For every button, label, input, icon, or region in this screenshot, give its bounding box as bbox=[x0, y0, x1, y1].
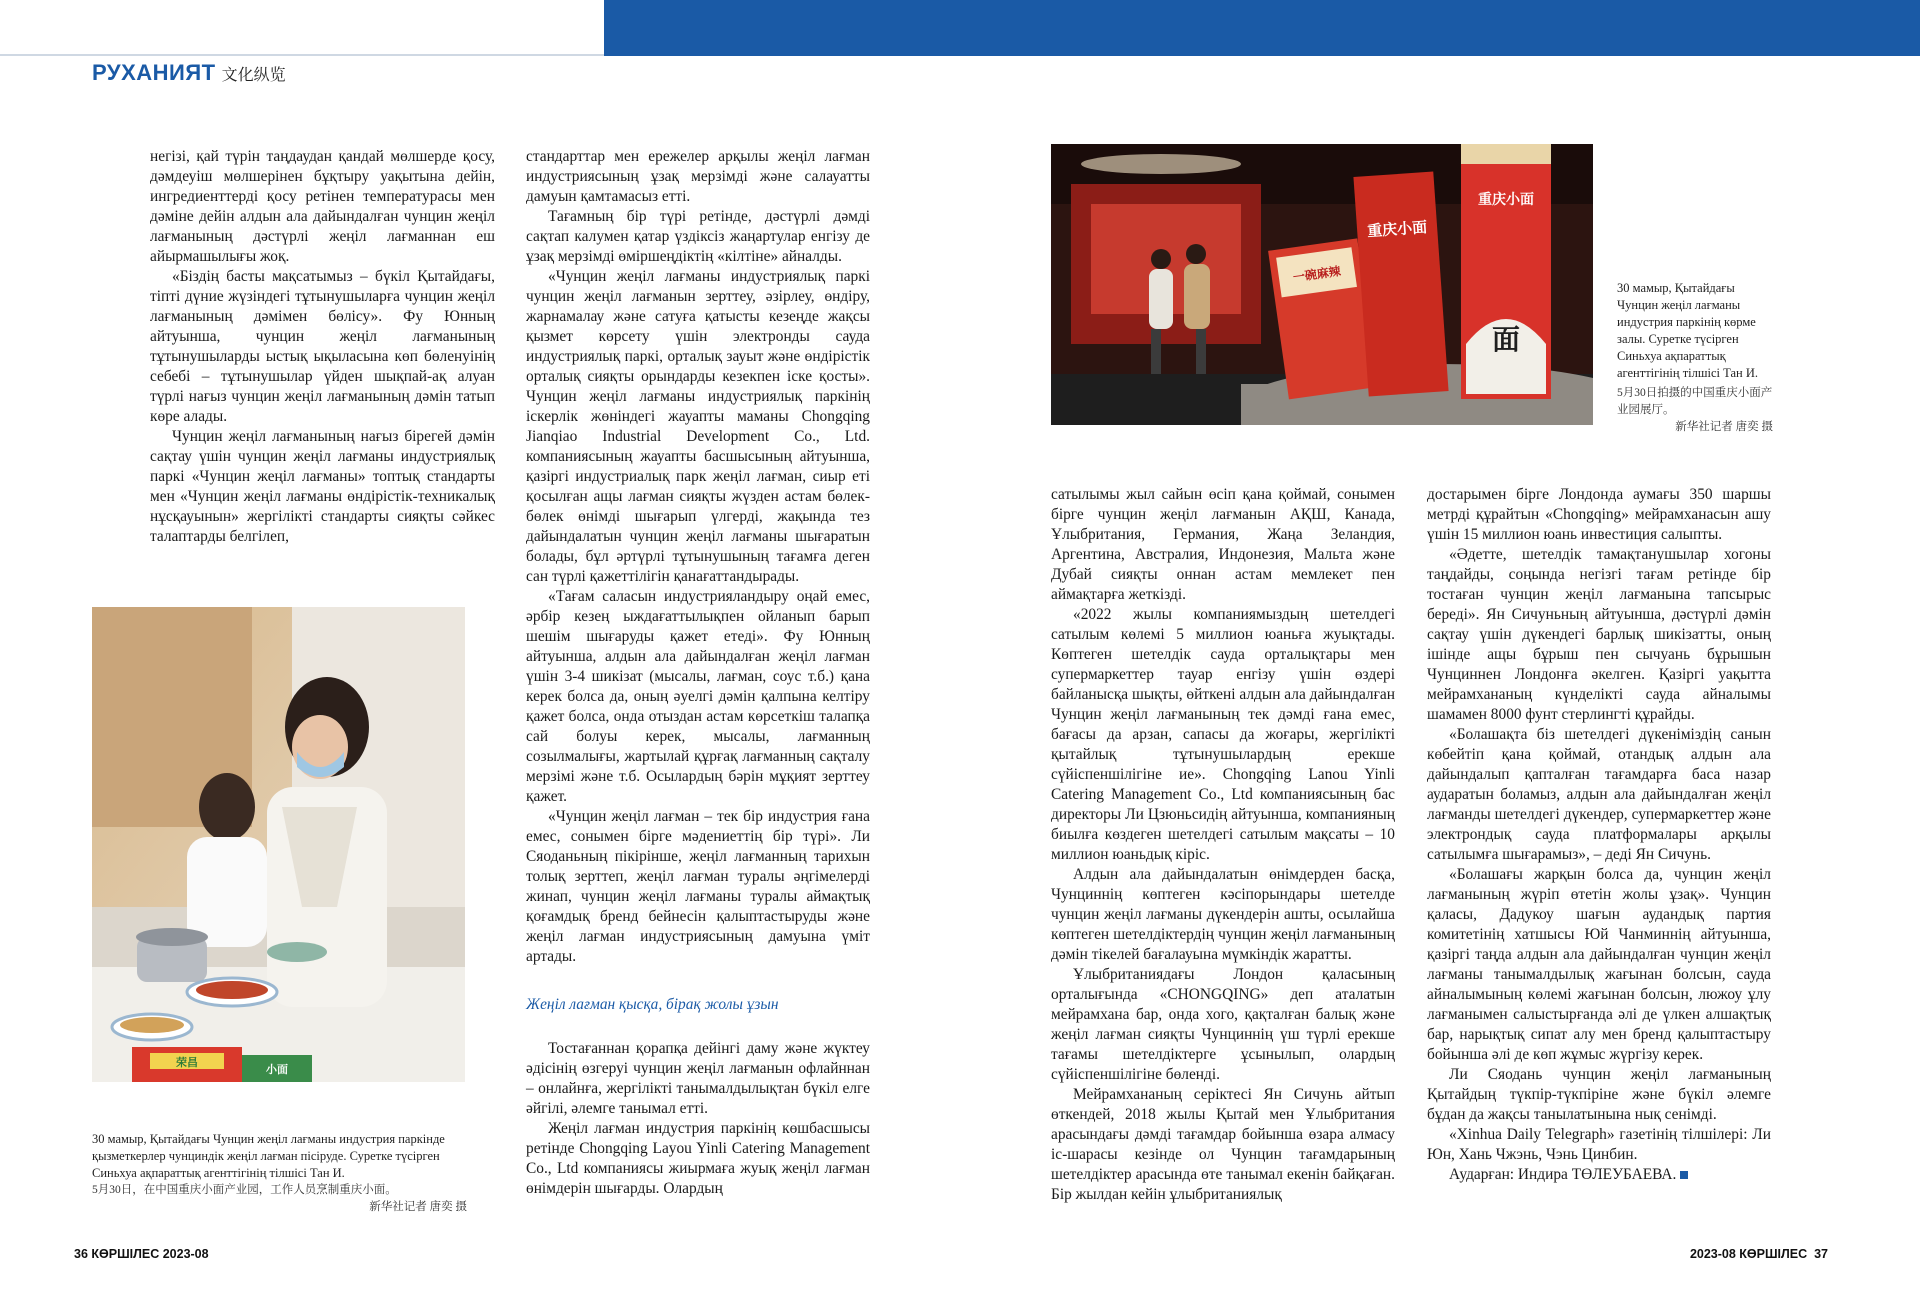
paragraph: «Тағам саласын индустрияландыру оңай емес, әрбір кезең ыждағаттылықпен ойланып барып шешім шығаруды қажет етеді». Фу Юнның айтуынша, алдын ала дайындалған жеңіл лағман үшін 3-4 шикізат (мысалы, лағман, соус т.б.) қана керек болса да, оның әуелгі дәмін қалпына келтіру қажет болса, онда отыздан астам көрсеткіш талапқа сай болуы керек, мысалы, лағманның созылмалығы, жартылай құрғақ лағманның сақталу мерзімі және т.б. Осылардың бәрін мұқият зерттеу қажет. bbox=[526, 588, 870, 805]
paragraph: Чунцин жеңіл лағманының нағыз бірегей дәмін сақтау үшін чунцин жеңіл лағманы индустриялық паркі «Чунцин жеңіл лағманы» топтық стандарты мен «Чунцин жеңіл лағманы өндірістік-техникалық нұсқауынын» жергілікті стандарты сияқты сәйкес талаптарды белгілеп, bbox=[150, 428, 495, 545]
photo-exhibition-caption bbox=[1617, 280, 1773, 436]
paragraph: «Болашағы жарқын болса да, чунцин жеңіл лағманының жүріп өтетін жолы ұзақ». Чунцин қаласы, Дадукоу шағын аудандық партия комитетінің хатшысы Юй Чанминнің айтуынша, қазіргі таңда алдын ала дайындалған чунцин жеңіл лағманы танымалдылық жағынан болсын, сауда айналымының көлемі жағынан болсын, люжоу ұлу лағманымен салыстырғанда әлі де үлкен алшақтық бар, нарықтық сипат алу мен бренд қалыптастыру бойынша әлі де көп жұмыс жүргізу керек. bbox=[1427, 866, 1771, 1063]
paragraph: «Болашақта біз шетелдегі дүкеніміздің санын көбейтіп қана қоймай, отандық алдын ала дайындалып қапталған тағамдарға баса назар аударатын боламыз, алдын ала дайындалған жеңіл лағманды шетелдегі дүкендер, супермаркеттер және электрондық сауда платформалары арқылы сатылымға шығарамыз», – деді Ян Сичунь. bbox=[1427, 726, 1771, 863]
paragraph: Жеңіл лағман индустрия паркінің көшбасшысы ретінде Chongqing Layou Yinli Catering Management Co., Ltd компаниясы жиырмаға жуық жеңіл лағман өнімдерін шығарды. Олардың bbox=[526, 1120, 870, 1197]
paragraph: стандарттар мен ережелер арқылы жеңіл лағман индустриясының ұзақ мерзімді және салауатты дамуын қамтамасыз етті. bbox=[526, 148, 870, 205]
noodle-box-label-2: 小面 bbox=[266, 1063, 288, 1076]
caption-credit: 新华社记者 唐奕 摄 bbox=[1675, 421, 1773, 433]
section-header bbox=[92, 60, 286, 86]
section-title-cn: 文化纵览 bbox=[221, 67, 286, 84]
box-label-2: 重庆小面 bbox=[1366, 218, 1428, 241]
column-4 bbox=[1427, 485, 1771, 1185]
column-2 bbox=[526, 147, 870, 1199]
caption-text-cn: 5月30日拍摄的中国重庆小面产业园展厅。 bbox=[1617, 387, 1773, 416]
paragraph: «Чунцин жеңіл лағман – тек бір индустрия ғана емес, сонымен бірге мәдениеттің бір түрі». Ли Сяоданьның пікірінше, жеңіл лағманның тарихын толық зерттеп, жеңіл лағман туралы әңгімелерді жинап, чунцин жеңіл лағманы туралы аймақтық қоғамдық бренд бейнесін қалыптастыруды және жеңіл лағман индустриясының дамуына үміт артады. bbox=[526, 808, 870, 965]
photo-cooks bbox=[92, 607, 465, 1082]
column-3 bbox=[1051, 485, 1395, 1205]
footer-left-page-number: 36 КӨРШІЛЕС 2023-08 bbox=[74, 1247, 209, 1261]
paragraph: Тостағаннан қорапқа дейінгі даму және жүктеу әдісінің өзгеруі чунцин жеңіл лағманын офлайннан – онлайнға, жергілікті танымалдылықтан бүкіл елге әйгілі, әлемге танымал етті. bbox=[526, 1040, 870, 1117]
paragraph: Ұлыбританиядағы Лондон қаласының орталығында «CHONGQING» деп аталатын мейрамхана бар, онда хого, қақталған балық және жеңіл лағман сияқты Чунциннің үш түрлі ерекше тағамы шетелдіктерге ұсынылып, олардың сүйіспеншілігіне бөленді. bbox=[1051, 966, 1395, 1083]
paragraph: «Әдетте, шетелдік тамақтанушылар хогоны таңдайды, соңында негізгі тағам ретінде бір тостаған чунцин жеңіл лағманына тапсырыс береді». Ян Сичуньның айтуынша, дәстүрлі дәмін сақтау үшін дүкендегі барлық шикізатты, оның ішінде ащы бұрыш пен сычуань бұрышын Чунциннен Лондонға әкелген. Қазіргі уақытта мейрамхананың күнделікті сауда айналымы шамамен 8000 фунт стерлингті құрайды. bbox=[1427, 546, 1771, 723]
section-title: РУХАНИЯТ bbox=[92, 60, 216, 85]
box-label-3-glyph: 面 bbox=[1491, 323, 1521, 356]
subheading: Жеңіл лағман қысқа, бірақ жолы ұзын bbox=[526, 996, 779, 1013]
caption-text-cn: 5月30日，在中国重庆小面产业园，工作人员烹制重庆小面。 bbox=[92, 1184, 397, 1196]
photo-exhibition-hall bbox=[1051, 144, 1593, 425]
paragraph: Мейрамхананың серіктесі Ян Сичунь айтып өткендей, 2018 жылы Қытай мен Ұлыбритания арасындағы дәмді тағамдар бойынша өзара алмасу іс-шарасы кезінде ол Чунцин тағамдарының шетелдіктер арасында өте танымал екенін байқаған. Бір жылдан кейін ұлыбританиялық bbox=[1051, 1086, 1395, 1203]
caption-text: 30 мамыр, Қытайдағы Чунцин жеңіл лағманы индустрия паркінде қызметкерлер чунциндік жеңіл лағман пісіруде. Суретке түсірген Синьхуа ақпараттық агенттігінің тілшісі Тан И. bbox=[92, 1132, 445, 1180]
caption-credit: 新华社记者 唐奕 摄 bbox=[369, 1201, 467, 1213]
box-label-1: 一碗麻辣 bbox=[1292, 264, 1342, 285]
paragraph: негізі, қай түрін таңдаудан қандай мөлшерде қосу, дәмдеуіш мөлшерінен бұқтыру уақытына дейін, ингредиенттерді қосу ретінен температурасы мен дәміне дейін алдын ала дайындалған чунцин жеңіл лағманының дәстүрлі жеңіл лағманнан еш айырмашылығы жоқ. bbox=[150, 148, 495, 265]
source-credit: «Xinhua Daily Telegraph» газетінің тілшілері: Ли Юн, Хань Чжэнь, Чэнь Цинбин. bbox=[1427, 1126, 1771, 1163]
translator-credit: Аударған: Индира ТӨЛЕУБАЕВА. bbox=[1427, 1165, 1771, 1185]
end-mark-icon bbox=[1680, 1171, 1688, 1179]
box-label-3: 重庆小面 bbox=[1478, 192, 1534, 208]
paragraph: Алдын ала дайындалатын өнімдерден басқа, Чунциннің көптеген кәсіпорындары шетелде чунцин жеңіл лағманы дүкендерін ашты, осылайша көптеген шетелдіктердің чунцин жеңіл лағманының дәмін тікелей бағалауына мүмкіндік жаратты. bbox=[1051, 866, 1395, 963]
paragraph: сатылымы жыл сайын өсіп қана қоймай, сонымен бірге чунцин жеңіл лағманын АҚШ, Канада, Ұлыбритания, Германия, Жаңа Зеландия, Аргентина, Австралия, Индонезия, Мальта және Дубай сияқты оннан астам мемлекет пен аймақтарға жеткізді. bbox=[1051, 486, 1395, 603]
column-1 bbox=[150, 147, 495, 547]
top-color-bar bbox=[604, 0, 1920, 56]
caption-text: 30 мамыр, Қытайдағы Чунцин жеңіл лағманы индустрия паркінің көрме залы. Суретке түсірген Синьхуа ақпараттық агенттігінің тілшісі Тан И. bbox=[1617, 281, 1758, 380]
noodle-box-label: 荣昌 bbox=[176, 1056, 198, 1069]
paragraph: «Чунцин жеңіл лағманы индустриялық паркі чунцин жеңіл лағманын зерттеу, әзірлеу, өндіру, жарнамалау және сатуға қатысты кезеңде жақсы қызмет көрсету үшін электронды сауда индустриялық паркі, орталық зауыт және өндірістік орталық сияқты орындарды кезекпен іске қосты». Чунцин жеңіл лағманы индустриялық паркінің іскерлік жөніндегі жауапты маманы Chongqing Jianqiao Industrial Development Co., Ltd. компаниясының жауапты басшысының айтуынша, қазіргі индустриалық парк жеңіл лағман, сиыр еті қосылған ащы лағман сияқты жүзден астам бөлек-бөлек өнімді шығарып үлгерді, жақында тез дайындалатын чунцин жеңіл лағманы шығаратын болады, бұл әртүрлі тұтынушының тағамға деген сан түрлі қажеттілігін қанағаттандырады. bbox=[526, 268, 870, 585]
photo-cooks-caption bbox=[92, 1131, 467, 1216]
paragraph: Тағамның бір түрі ретінде, дәстүрлі дәмді сақтап калумен қатар үздіксіз жаңартулар енгізу де ұзақ мерзімді өміршеңдіктің «кілтіне» айналды. bbox=[526, 208, 870, 265]
paragraph: «Біздің басты мақсатымыз – бүкіл Қытайдағы, тіпті дүние жүзіндегі тұтынушыларға чунцин жеңіл лағманының дәмімен бөлісу». Фу Юнның айтуынша, чунцин жеңіл лағманының тұтынушыларды ыстық ықыласына көп бөленуінің себебі – тұтынушылар үйден шықпай-ақ алуан түрлі нағыз чунцин жеңіл лағманының дәмін татып көре алады. bbox=[150, 268, 495, 425]
footer-right-page-number: 2023-08 КӨРШІЛЕС 37 bbox=[1689, 1247, 1828, 1261]
top-rule bbox=[0, 54, 604, 56]
paragraph: достарымен бірге Лондонда аумағы 350 шаршы метрді құрайтын «Chongqing» мейрамханасын ашу үшін 15 миллион юань инвестиция салыпты. bbox=[1427, 486, 1771, 543]
paragraph: «2022 жылы компаниямыздың шетелдегі сатылым көлемі 5 миллион юаньға жуықтады. Көптеген шетелдік сауда орталықтары мен супермаркеттер тауар енгізу үшін өздері байланысқа шықты, өйткені алдын ала дайындалған Чунцин жеңіл лағманының тек дәмді ғана емес, бағасы да арзан, сапасы да жоғары, жергілікті қытайлық тұтынушылардың ерекше сүйіспеншілігіне ие». Chongqing Lanou Yinli Catering Management Co., Ltd компаниясының бас директоры Ли Цзюньсидің айтуынша, компанияның биылға көздеген шетелдегі сатылым мақсаты – 10 миллион юаньдық кіріс. bbox=[1051, 606, 1395, 863]
paragraph: Ли Сяодань чунцин жеңіл лағманының Қытайдың түкпір-түкпіріне және бүкіл әлемге бұдан да жақсы танылатынына нық сенімді. bbox=[1427, 1066, 1771, 1123]
